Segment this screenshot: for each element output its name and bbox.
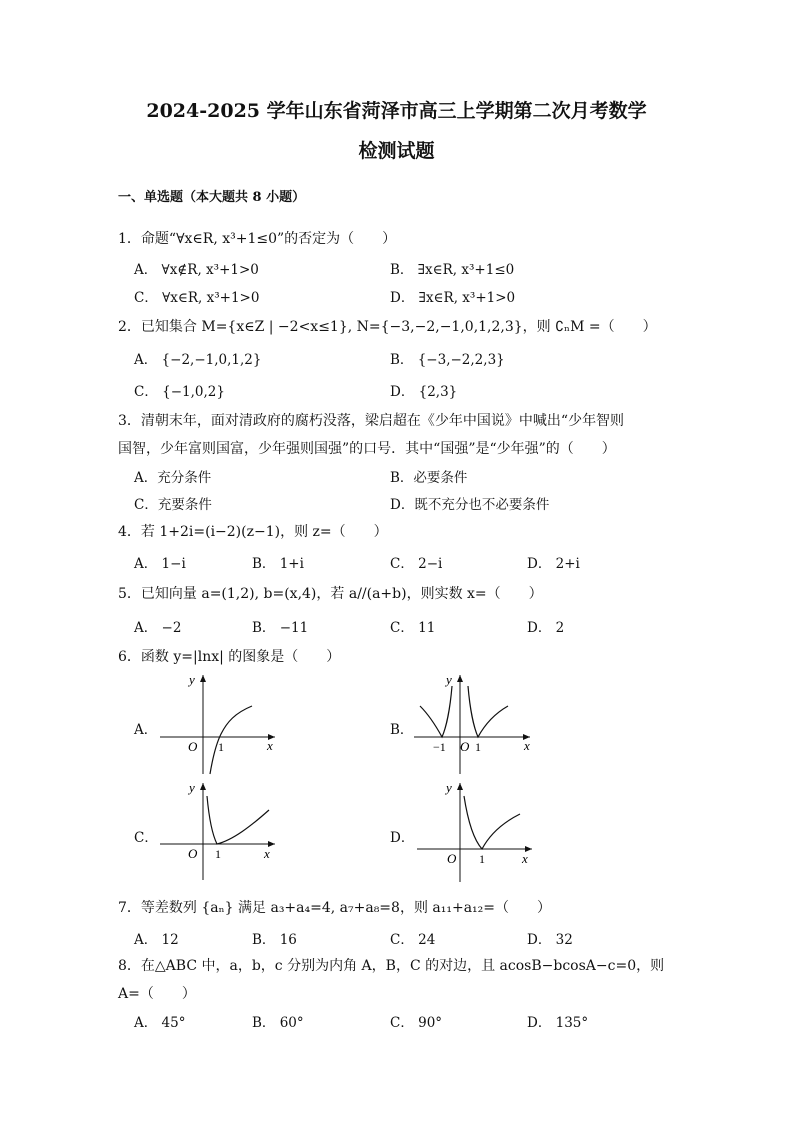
question-2-option-c: C． {−1,0,2} xyxy=(134,384,225,400)
question-4-option-d: D． 2+i xyxy=(527,556,580,572)
graph-d-x-label: x xyxy=(522,851,528,866)
question-1-option-b: B． ∃x∈R, x³+1≤0 xyxy=(390,262,515,278)
graph-b-y-label: y xyxy=(446,672,452,687)
question-5-option-b: B． −11 xyxy=(252,620,309,636)
question-2-option-d: D． {2,3} xyxy=(390,384,458,400)
exam-title-line1: 2024-2025 学年山东省菏泽市高三上学期第二次月考数学 xyxy=(146,100,647,122)
graph-c-tick-1: 1 xyxy=(215,847,221,861)
question-1-option-c: C． ∀x∈R, x³+1>0 xyxy=(134,290,260,306)
question-6-option-d: D． xyxy=(390,830,415,846)
graph-a xyxy=(155,670,285,778)
exam-title-line2: 检测试题 xyxy=(358,140,435,162)
graph-a-x-label: x xyxy=(267,738,273,753)
question-8-option-c: C． 90° xyxy=(390,1015,443,1031)
question-7-option-c: C． 24 xyxy=(390,932,436,948)
graph-c xyxy=(155,778,285,886)
question-3-stem-line1: 3．清朝末年，面对清政府的腐朽没落，梁启超在《少年中国说》中喊出“少年智则 xyxy=(118,413,625,429)
question-1-option-a: A． ∀x∉R, x³+1>0 xyxy=(134,262,259,278)
question-2-stem: 2．已知集合 M={x∈Z | −2<x≤1}, N={−3,−2,−1,0,1,2,3}，则 ∁ₙM =（ ） xyxy=(118,319,657,335)
graph-a-tick-1: 1 xyxy=(218,740,224,754)
question-7-option-a: A． 12 xyxy=(134,932,179,948)
question-1-option-d: D． ∃x∈R, x³+1>0 xyxy=(390,290,516,306)
graph-c-x-label: x xyxy=(264,846,270,861)
question-2-option-a: A． {−2,−1,0,1,2} xyxy=(134,352,262,368)
question-8-option-a: A． 45° xyxy=(134,1015,186,1031)
question-6-option-c: C． xyxy=(134,830,158,846)
graph-b-tick-neg1: −1 xyxy=(433,740,446,754)
graph-d xyxy=(412,778,542,886)
question-5-option-a: A． −2 xyxy=(134,620,182,636)
graph-b xyxy=(412,670,542,778)
question-8-option-b: B． 60° xyxy=(252,1015,304,1031)
question-6-stem: 6．函数 y=|lnx| 的图象是（ ） xyxy=(118,649,341,665)
question-4-option-b: B． 1+i xyxy=(252,556,304,572)
question-5-option-d: D． 2 xyxy=(527,620,565,636)
question-2-option-b: B． {−3,−2,2,3} xyxy=(390,352,505,368)
graph-a-y-label: y xyxy=(189,672,195,687)
question-3-option-d: D．既不充分也不必要条件 xyxy=(390,497,550,513)
graph-d-tick-1: 1 xyxy=(479,852,485,866)
question-8-stem-line2: A=（ ） xyxy=(118,986,196,1002)
question-3-option-b: B．必要条件 xyxy=(390,470,468,486)
graph-c-origin: O xyxy=(188,846,198,861)
question-7-stem: 7．等差数列 {aₙ} 满足 a₃+a₄=4, a₇+a₈=8，则 a₁₁+a₁₂=（ ） xyxy=(118,900,552,916)
question-6-option-b: B． xyxy=(390,722,414,738)
question-3-stem-line2: 国智，少年富则国富，少年强则国强”的口号．其中“国强”是“少年强”的（ ） xyxy=(118,441,616,457)
graph-d-y-label: y xyxy=(446,780,452,795)
question-5-option-c: C． 11 xyxy=(390,620,436,636)
graph-c-y-label: y xyxy=(189,780,195,795)
graph-b-x-label: x xyxy=(524,738,530,753)
question-3-option-a: A．充分条件 xyxy=(134,470,212,486)
question-1-stem: 1．命题“∀x∈R, x³+1≤0”的否定为（ ） xyxy=(118,231,397,247)
question-4-option-c: C． 2−i xyxy=(390,556,443,572)
question-7-option-b: B． 16 xyxy=(252,932,297,948)
question-8-option-d: D． 135° xyxy=(527,1015,589,1031)
section-heading: 一、单选题（本大题共 8 小题） xyxy=(118,190,306,205)
question-4-stem: 4．若 1+2i=(i−2)(z−1)，则 z=（ ） xyxy=(118,524,388,540)
question-8-stem-line1: 8．在△ABC 中，a，b，c 分别为内角 A，B，C 的对边，且 acosB−bcosA−c=0，则 xyxy=(118,958,665,974)
graph-b-origin: O xyxy=(460,739,470,754)
graph-a-origin: O xyxy=(188,739,198,754)
graph-b-tick-1: 1 xyxy=(475,740,481,754)
graph-d-origin: O xyxy=(447,851,457,866)
question-7-option-d: D． 32 xyxy=(527,932,573,948)
question-6-option-a: A． xyxy=(134,722,158,738)
question-4-option-a: A． 1−i xyxy=(134,556,186,572)
question-5-stem: 5．已知向量 a=(1,2), b=(x,4)，若 a//(a+b)，则实数 x=（ ） xyxy=(118,586,543,602)
question-3-option-c: C．充要条件 xyxy=(134,497,212,513)
